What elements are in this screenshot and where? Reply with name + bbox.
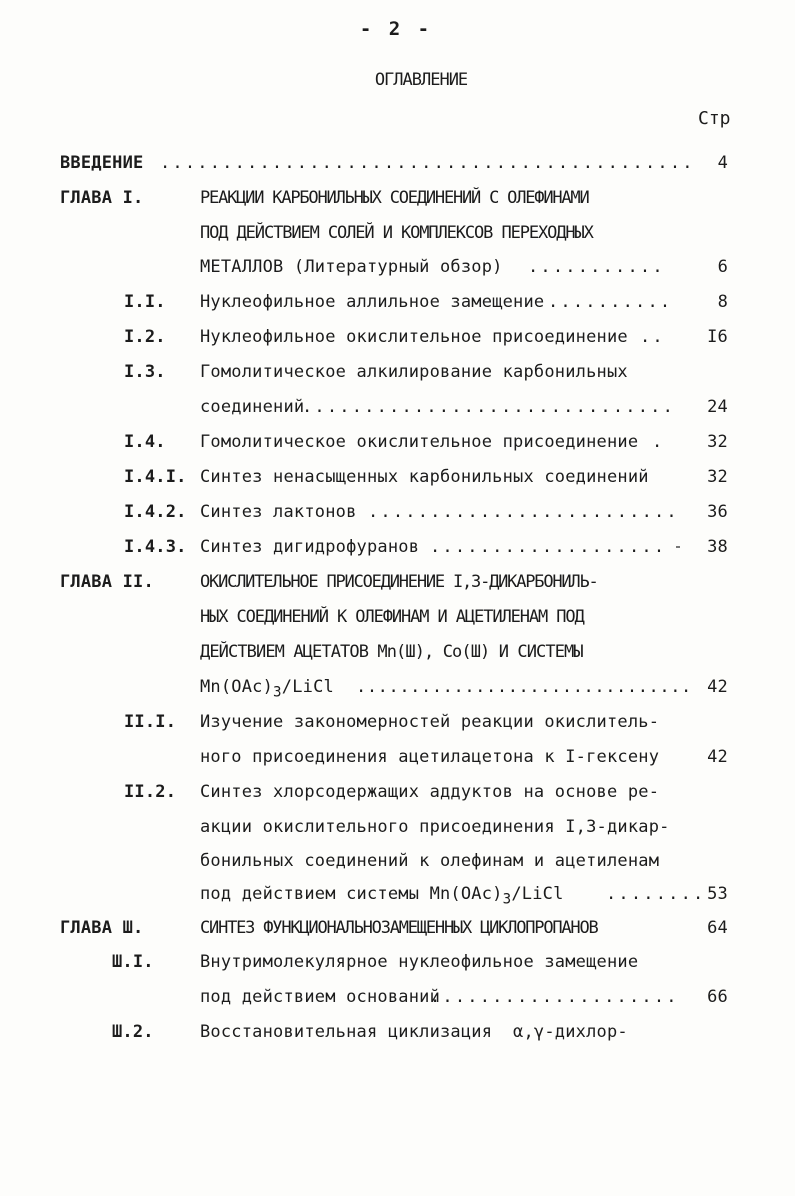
entry-text-line3: МЕТАЛЛОВ (Литературный обзор) [200,257,514,277]
formula-part: Mn(OAc) [200,677,274,697]
entry-label: ГЛАВА I. [60,188,144,208]
entry-page: 53 [707,884,728,904]
toc-title: ОГЛАВЛЕНИЕ [374,70,468,90]
entry-page: 36 [707,502,728,522]
dot-leader: .. [640,327,665,347]
entry-label: I.4.3. [124,537,187,557]
entry-label: I.3. [124,362,166,382]
entry-text: Изучение закономерностей реакции окислитель- [200,712,660,732]
entry-page: 32 [707,467,728,487]
entry-text: Синтез лактонов [200,502,367,522]
dot-leader: ............................... [356,677,692,697]
entry-page: 6 [717,257,728,277]
entry-text: РЕАКЦИИ КАРБОНИЛЬНЫХ СОЕДИНЕНИЙ С ОЛЕФИНАМИ [200,188,589,208]
entry-text: СИНТЕЗ ФУНКЦИОНАЛЬНОЗАМЕЩЕННЫХ ЦИКЛОПРОПАНОВ [200,918,598,938]
entry-text-line4 [200,677,334,702]
entry-text: ОКИСЛИТЕЛЬНОЕ ПРИСОЕДИНЕНИЕ I,3-ДИКАРБОНИЛЬ- [200,572,598,592]
formula-part: /LiCl [511,884,574,904]
entry-label: I.4.2. [124,502,187,522]
dot-leader: .......... [548,292,673,312]
page-column-header: Стр [698,108,731,129]
entry-page: 42 [707,747,728,767]
page-number: - 2 - [359,18,433,40]
entry-page: 24 [707,397,728,417]
entry-label: Ш.2. [112,1022,154,1042]
entry-text: Синтез дигидрофуранов [200,537,430,557]
entry-label: I.4.I. [124,467,187,487]
entry-text-line2: соединений [200,397,315,417]
entry-text-line2: под действием оснований [200,987,451,1007]
formula-subscript: 3 [273,684,282,701]
entry-page: 8 [717,292,728,312]
formula-subscript: 3 [502,891,512,908]
entry-label: I.2. [124,327,166,347]
dot-leader: .............................. [302,397,676,417]
entry-label: II.2. [124,782,177,802]
dot-leader: ........................................... [160,153,695,173]
entry-label: II.I. [124,712,177,732]
entry-text-line2: ПОД ДЕЙСТВИЕМ СОЛЕЙ И КОМПЛЕКСОВ ПЕРЕХОДНЫХ [200,223,593,243]
entry-label: I.I. [124,292,166,312]
dot-leader: ................... [430,537,667,557]
formula-part: /LiCl [281,677,334,697]
entry-text-line3: бонильных соединений к олефинам и ацетиленам [200,851,660,871]
dot-leader: ......................... [368,502,679,522]
formula-part: под действием системы Mn(OAc) [200,884,503,904]
entry-page: I6 [707,327,728,347]
entry-page: 32 [707,432,728,452]
entry-text: Восстановительная циклизация α,γ-дихлор- [200,1022,628,1042]
dot-leader: ........ [606,884,706,904]
entry-text-line2: НЫХ СОЕДИНЕНИЙ К ОЛЕФИНАМ И АЦЕТИЛЕНАМ ПОД [200,607,584,627]
entry-text: Нуклеофильное аллильное замещение [200,292,555,312]
entry-label: I.4. [124,432,166,452]
entry-page: 4 [717,153,728,173]
entry-page: 66 [707,987,728,1007]
entry-page: 42 [707,677,728,697]
entry-text-line2: акции окислительного присоединения I,3-дикар- [200,817,670,837]
entry-label: ВВЕДЕНИЕ [60,153,154,173]
entry-text-line2: ного присоединения ацетилацетона к I-гексену [200,747,660,767]
entry-label: ГЛАВА Ш. [60,918,144,938]
entry-text: Гомолитическое окислительное присоединение [200,432,649,452]
entry-text: Гомолитическое алкилирование карбонильных [200,362,628,382]
dot-leader: .................... [430,987,679,1007]
entry-text-line4 [200,884,574,909]
entry-text-line3: ДЕЙСТВИЕМ АЦЕТАТОВ Mn(Ш), Co(Ш) И СИСТЕМЫ [200,642,583,662]
entry-text: Нуклеофильное окислительное присоединение [200,327,639,347]
entry-text: Синтез хлорсодержащих аддуктов на основе ре- [200,782,660,802]
entry-page: 38 [707,537,728,557]
entry-text: Внутримолекулярное нуклеофильное замещение [200,952,639,972]
dot-leader: . [652,432,665,452]
dot-leader: ........... [528,257,665,277]
entry-text: Синтез ненасыщенных карбонильных соединений [200,467,649,487]
entry-label: ГЛАВА II. [60,572,154,592]
entry-label: Ш.I. [112,952,154,972]
entry-page: 64 [707,918,728,938]
